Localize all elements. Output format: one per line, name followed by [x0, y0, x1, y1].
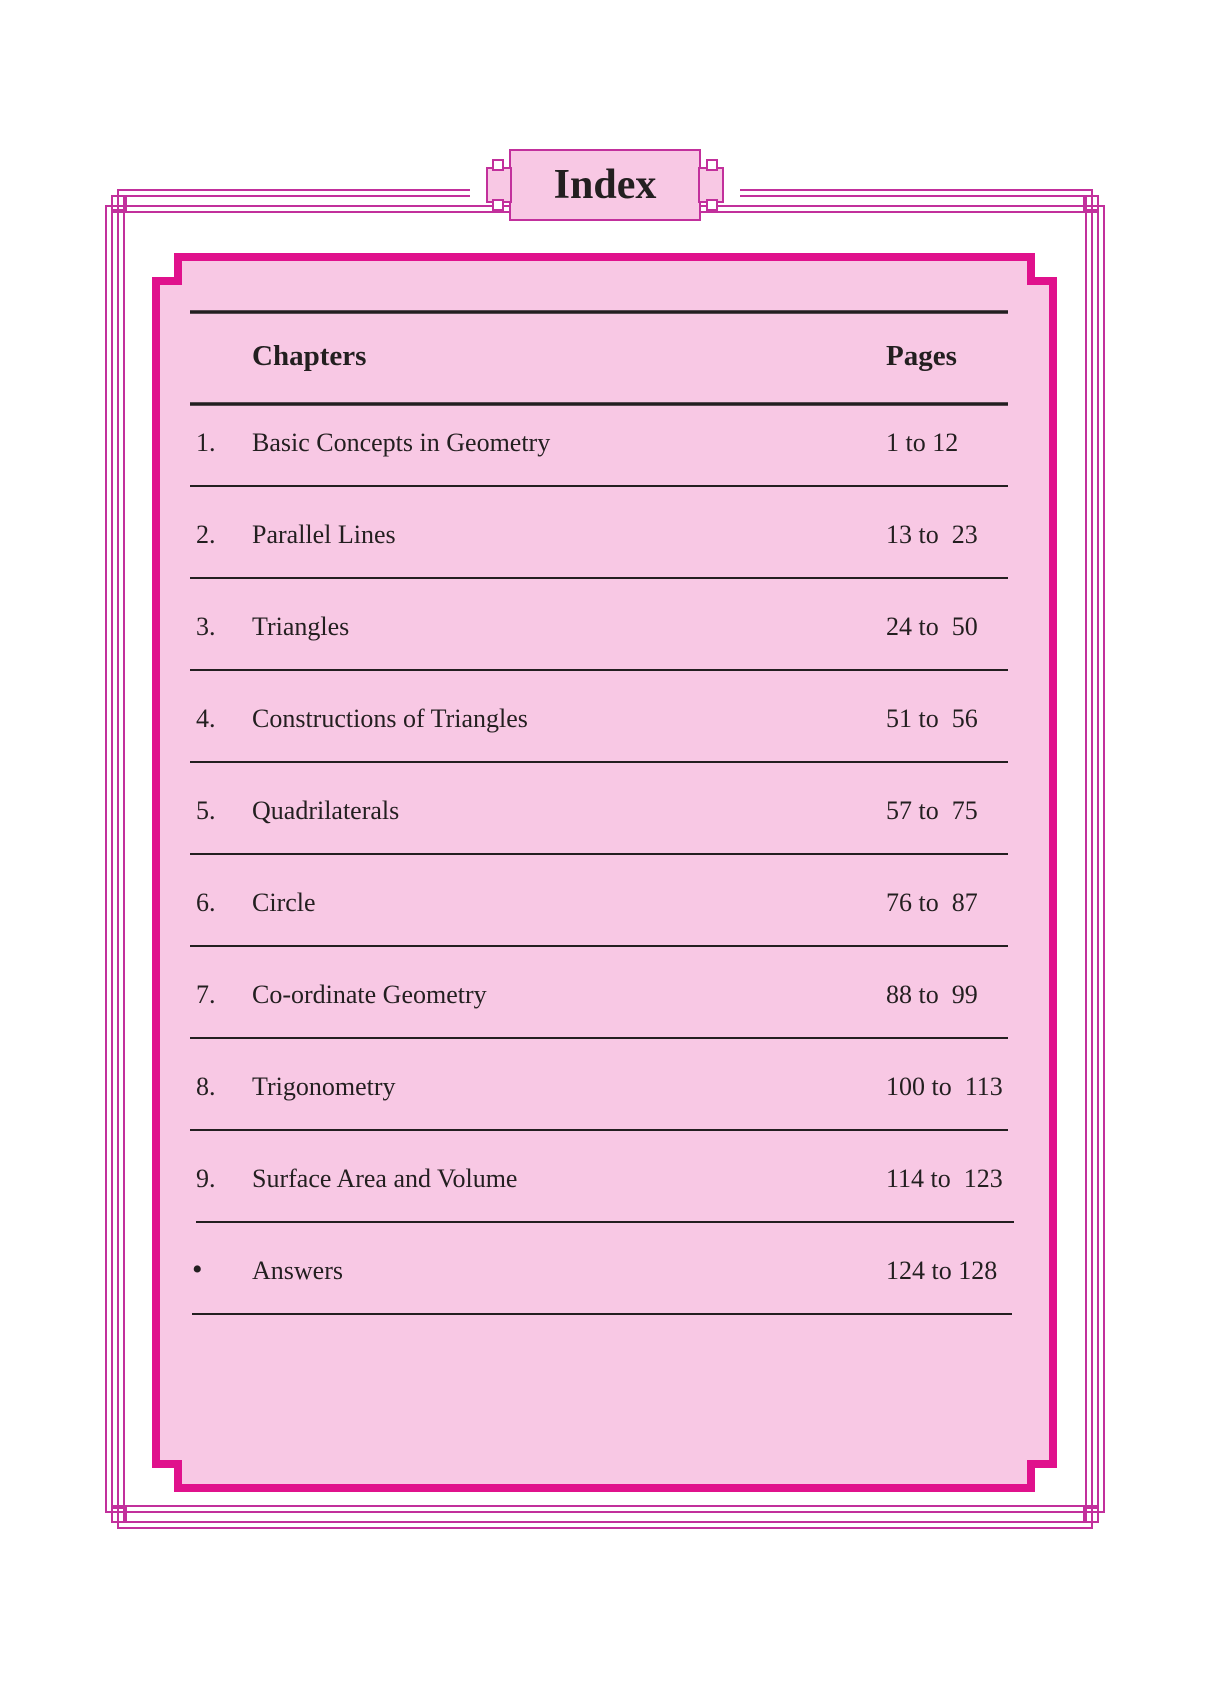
row-number: 6.	[196, 888, 216, 917]
row-number: 1.	[196, 428, 216, 457]
bullet-icon: •	[192, 1253, 203, 1286]
row-chapter: Constructions of Triangles	[252, 704, 528, 733]
row-number: 3.	[196, 612, 216, 641]
column-header-chapters: Chapters	[252, 340, 367, 372]
row-pages: 100 to 113	[886, 1072, 1003, 1101]
row-chapter: Co-ordinate Geometry	[252, 980, 487, 1009]
row-pages: 88 to 99	[886, 980, 978, 1009]
row-number: 9.	[196, 1164, 216, 1193]
row-chapter: Quadrilaterals	[252, 796, 400, 825]
row-number: 5.	[196, 796, 216, 825]
row-chapter: Surface Area and Volume	[252, 1164, 518, 1193]
row-chapter: Triangles	[252, 612, 350, 641]
row-pages: 24 to 50	[886, 612, 978, 641]
row-pages: 13 to 23	[886, 520, 978, 549]
page-title: Index	[553, 162, 657, 208]
row-chapter: Basic Concepts in Geometry	[252, 428, 551, 457]
row-number: 7.	[196, 980, 216, 1009]
row-number: 2.	[196, 520, 216, 549]
row-pages: 51 to 56	[886, 704, 978, 733]
column-header-pages: Pages	[886, 340, 957, 372]
row-chapter: Parallel Lines	[252, 520, 396, 549]
row-pages: 114 to 123	[886, 1164, 1003, 1193]
row-number: 8.	[196, 1072, 216, 1101]
row-number: 4.	[196, 704, 216, 733]
row-pages: 124 to 128	[886, 1256, 998, 1285]
row-chapter: Circle	[252, 888, 316, 917]
row-pages: 57 to 75	[886, 796, 978, 825]
row-chapter: Trigonometry	[252, 1072, 396, 1101]
row-pages: 76 to 87	[886, 888, 978, 917]
row-chapter: Answers	[252, 1256, 343, 1285]
row-pages: 1 to 12	[886, 428, 959, 457]
